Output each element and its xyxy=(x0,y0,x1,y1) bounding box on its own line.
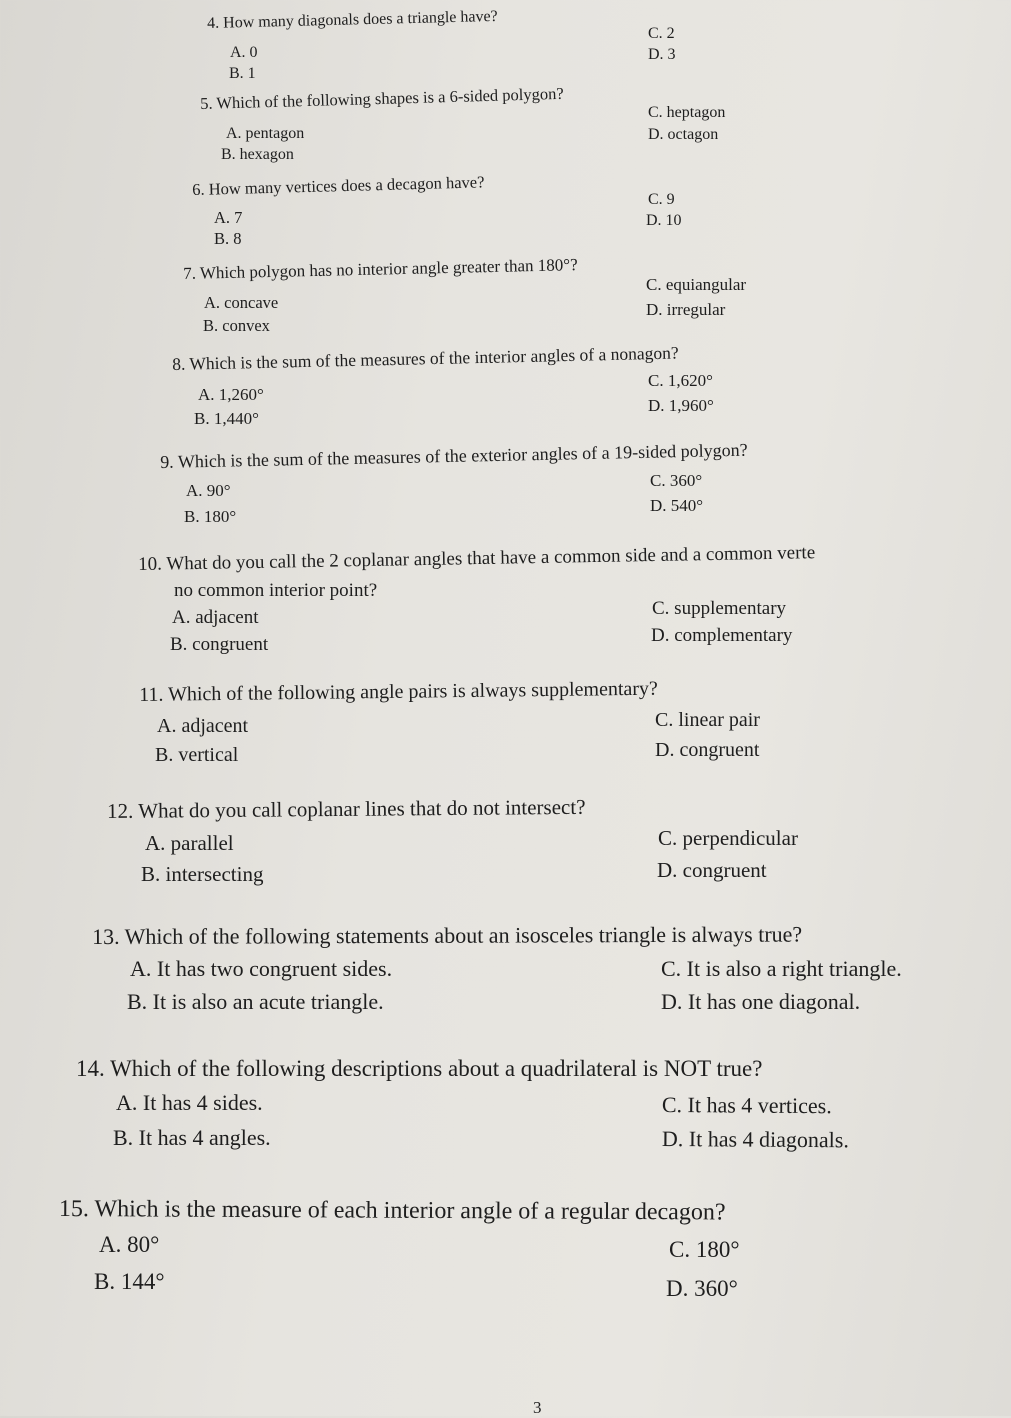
option-c: C. perpendicular xyxy=(658,826,798,850)
question-stem: 7. Which polygon has no interior angle greater than 180°? xyxy=(182,255,578,283)
option-b: B. 8 xyxy=(214,229,242,248)
option-c: C. heptagon xyxy=(648,104,726,121)
option-c: C. 2 xyxy=(648,25,675,42)
option-a: A. 1,260° xyxy=(198,385,264,404)
option-d: D. congruent xyxy=(657,858,767,882)
option-c: C. It is also a right triangle. xyxy=(661,956,902,981)
option-a: A. concave xyxy=(204,293,279,312)
option-d: D. congruent xyxy=(655,739,760,761)
option-d: D. It has 4 diagonals. xyxy=(661,1126,849,1153)
option-b: B. convex xyxy=(203,316,270,335)
option-b: B. congruent xyxy=(170,634,269,655)
option-b: B. 1,440° xyxy=(194,409,259,428)
option-d: D. 1,960° xyxy=(648,396,714,415)
option-b: B. intersecting xyxy=(141,862,264,886)
question-stem: 5. Which of the following shapes is a 6-sided polygon? xyxy=(199,83,564,113)
option-c: C. It has 4 vertices. xyxy=(661,1092,832,1119)
option-b: B. 144° xyxy=(94,1269,165,1294)
option-d: D. 540° xyxy=(650,496,704,515)
question-stem: 11. Which of the following angle pairs is always supplementary? xyxy=(138,677,658,706)
option-a: A. 90° xyxy=(186,481,231,500)
question-stem: 4. How many diagonals does a triangle have? xyxy=(206,7,498,32)
question-stem: 9. Which is the sum of the measures of the exterior angles of a 19-sided polygon? xyxy=(159,439,748,472)
question-stem: 15. Which is the measure of each interior angle of a regular decagon? xyxy=(58,1196,726,1226)
option-b: B. vertical xyxy=(155,744,239,766)
option-b: B. 1 xyxy=(229,65,256,82)
option-d: D. 3 xyxy=(648,46,676,63)
question-stem: 14. Which of the following descriptions about a quadrilateral is NOT true? xyxy=(76,1056,763,1081)
option-b: B. It is also an acute triangle. xyxy=(127,989,384,1014)
option-b: B. 180° xyxy=(184,507,237,526)
option-a: A. pentagon xyxy=(226,125,305,142)
option-a: A. It has 4 sides. xyxy=(116,1090,263,1115)
option-c: C. supplementary xyxy=(652,598,787,619)
page-number: 3 xyxy=(533,1398,542,1417)
option-d: D. It has one diagonal. xyxy=(661,989,861,1014)
question-stem: 10. What do you call the 2 coplanar angles that have a common side and a common verte xyxy=(137,542,816,575)
option-a: A. 0 xyxy=(230,44,258,61)
option-c: C. 180° xyxy=(669,1237,740,1262)
option-d: D. irregular xyxy=(646,300,726,319)
option-a: A. 7 xyxy=(214,208,243,227)
option-a: A. adjacent xyxy=(172,607,259,628)
option-c: C. 9 xyxy=(648,191,675,208)
option-c: C. equiangular xyxy=(646,275,747,294)
option-a: A. 80° xyxy=(99,1232,160,1257)
option-d: D. octagon xyxy=(648,126,719,143)
option-d: D. 360° xyxy=(666,1276,738,1301)
option-c: C. 1,620° xyxy=(648,371,713,390)
option-d: D. complementary xyxy=(651,625,793,646)
option-c: C. linear pair xyxy=(655,709,760,731)
option-d: D. 10 xyxy=(646,212,682,229)
question-stem-line-2: no common interior point? xyxy=(174,580,378,601)
option-a: A. adjacent xyxy=(157,715,249,737)
question-stem: 8. Which is the sum of the measures of the interior angles of a nonagon? xyxy=(171,342,679,374)
question-stem: 6. How many vertices does a decagon have? xyxy=(191,172,485,199)
question-stem: 13. Which of the following statements about an isosceles triangle is always true? xyxy=(91,921,803,949)
question-stem: 12. What do you call coplanar lines that do not intersect? xyxy=(106,794,586,823)
option-c: C. 360° xyxy=(650,471,703,490)
option-b: B. It has 4 angles. xyxy=(113,1125,271,1150)
option-a: A. It has two congruent sides. xyxy=(130,956,393,981)
option-b: B. hexagon xyxy=(221,146,294,163)
option-a: A. parallel xyxy=(145,831,234,855)
